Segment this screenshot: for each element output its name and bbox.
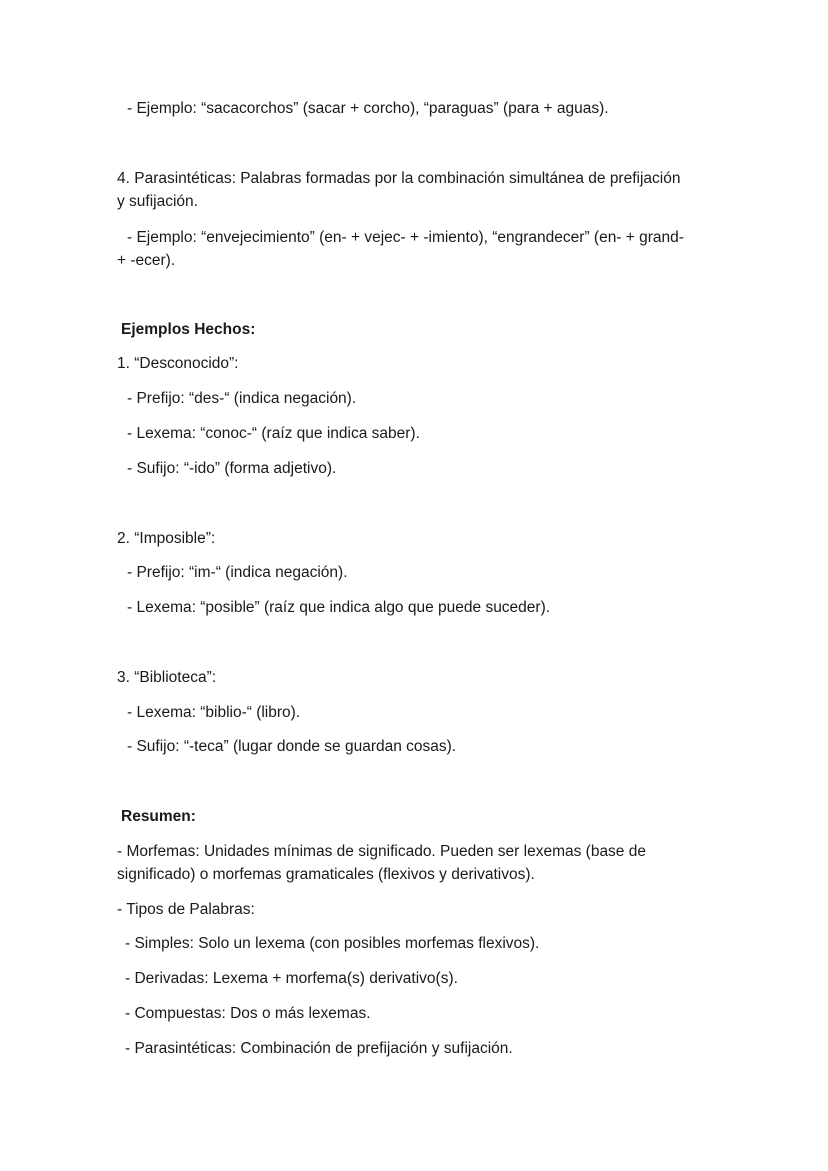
summary-parasinteticas: - Parasintéticas: Combinación de prefijación y sufijación.	[125, 1040, 513, 1057]
text-line-parasinteticas-title: 4. Parasintéticas: Palabras formadas por la combinación simultánea de prefijación	[117, 170, 681, 187]
section-heading-ejemplos: Ejemplos Hechos:	[121, 321, 256, 338]
example-1-lexema: - Lexema: “conoc-“ (raíz que indica saber).	[127, 425, 420, 442]
summary-compuestas: - Compuestas: Dos o más lexemas.	[125, 1005, 371, 1022]
summary-simples: - Simples: Solo un lexema (con posibles morfemas flexivos).	[125, 935, 540, 952]
summary-morfemas-cont: significado) o morfemas gramaticales (flexivos y derivativos).	[117, 866, 535, 883]
example-3-lexema: - Lexema: “biblio-“ (libro).	[127, 704, 301, 721]
text-line-ejemplo-parasinteticas-cont: + -ecer).	[117, 252, 176, 269]
example-2-lexema: - Lexema: “posible” (raíz que indica algo que puede suceder).	[127, 599, 551, 616]
summary-derivadas: - Derivadas: Lexema + morfema(s) derivativo(s).	[125, 970, 458, 987]
summary-tipos: - Tipos de Palabras:	[117, 901, 255, 918]
example-2-prefijo: - Prefijo: “im-“ (indica negación).	[127, 564, 348, 581]
summary-morfemas: - Morfemas: Unidades mínimas de significado. Pueden ser lexemas (base de	[117, 843, 646, 860]
text-line-ejemplo-parasinteticas: - Ejemplo: “envejecimiento” (en- + vejec- + -imiento), “engrandecer” (en- + grand-	[127, 229, 684, 246]
example-1-title: 1. “Desconocido”:	[117, 355, 239, 372]
example-1-sufijo: - Sufijo: “-ido” (forma adjetivo).	[127, 460, 337, 477]
example-1-prefijo: - Prefijo: “des-“ (indica negación).	[127, 390, 357, 407]
text-line-ejemplo-compuestas: - Ejemplo: “sacacorchos” (sacar + corcho), “paraguas” (para + aguas).	[127, 100, 609, 117]
text-line-parasinteticas-cont: y sufijación.	[117, 193, 198, 210]
example-3-title: 3. “Biblioteca”:	[117, 669, 217, 686]
example-2-title: 2. “Imposible”:	[117, 530, 216, 547]
example-3-sufijo: - Sufijo: “-teca” (lugar donde se guardan cosas).	[127, 738, 457, 755]
section-heading-resumen: Resumen:	[121, 808, 196, 825]
